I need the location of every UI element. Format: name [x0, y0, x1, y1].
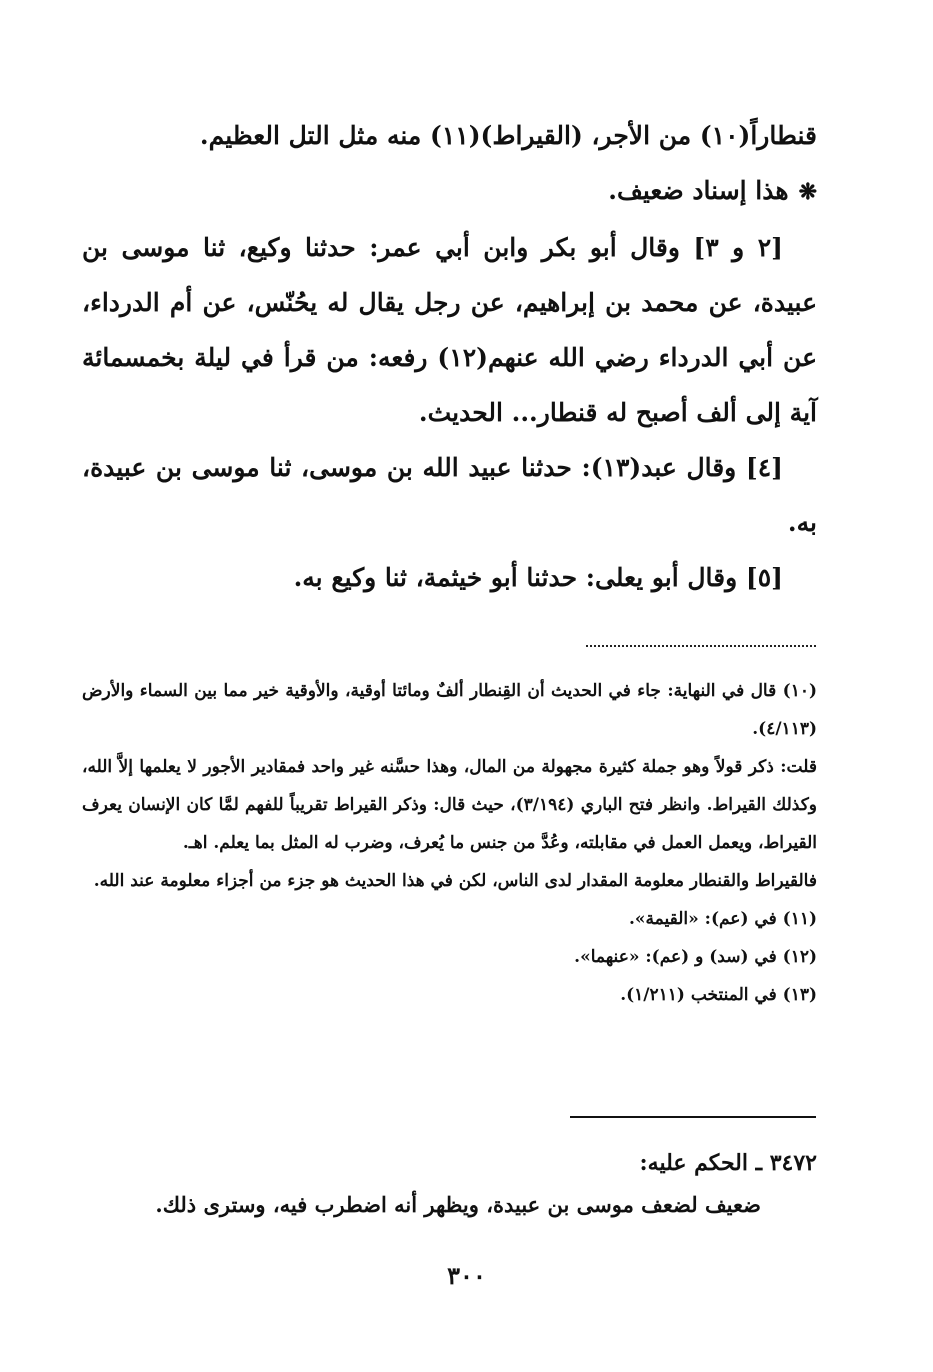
- footnote-11: (١١) في (عم): «القيمة».: [629, 909, 817, 929]
- verdict-text: ضعيف لضعف موسى بن عبيدة، ويظهر أنه اضطرب فيه، وسترى ذلك.: [155, 1192, 761, 1217]
- hadith-paragraph-4: [٤] وقال عبد(١٣): حدثنا عبيد الله بن موسى، ثنا موسى بن عبيدة، به.: [82, 453, 817, 537]
- section-rule: [570, 1116, 816, 1118]
- grading-line: [82, 163, 817, 220]
- hadith-paragraph-5: [٥] وقال أبو يعلى: حدثنا أبو خيثمة، ثنا وكيع به.: [293, 563, 783, 592]
- footnote-separator: [586, 645, 816, 647]
- asterisk-icon: ❋: [798, 179, 817, 205]
- weak-chain-text: هذا إسناد ضعيف.: [608, 176, 789, 205]
- verdict-heading: ٣٤٧٢ ـ الحكم عليه:: [639, 1150, 817, 1176]
- footnote-10: (١٠) قال في النهاية: جاء في الحديث أن القِنطار ألفٌ ومائتا أوقية، والأوقية خير مما بين السماء والأرض (٤/١١٣).: [82, 681, 817, 739]
- footnotes: [82, 672, 817, 1014]
- hadith-paragraph-2-3: [٢ و ٣] وقال أبو بكر وابن أبي عمر: حدثنا وكيع، ثنا موسى بن عبيدة، عن محمد بن إبراهيم، عن رجل يقال له يحُنّس، عن أم الدرداء، عن أبي الدرداء رضي الله عنهم(١٢) رفعه: من قرأ في ليلة بخمسمائة آية إلى ألف أصبح له قنطار... الحديث.: [82, 233, 817, 427]
- footnote-10-conclusion: فالقيراط والقنطار معلومة المقدار لدى الناس، لكن في هذا الحديث هو جزء من أجزاء معلومة عند الله.: [93, 871, 817, 891]
- continuation-line: قنطاراً(١٠) من الأجر، (القيراط)(١١) منه مثل التل العظيم.: [199, 121, 817, 150]
- footnote-13: (١٣) في المنتخب (١/٢١١).: [620, 985, 817, 1005]
- footnote-10-comment: قلت: ذكر قولاً وهو جملة كثيرة مجهولة من المال، وهذا حسَّنه غير واحد فمقادير الأجور لا يعلمها إلاَّ الله، وكذلك القيراط. وانظر فتح الباري (٣/١٩٤)، حيث قال: وذكر القيراط تقريباً للفهم لمَّا كان الإنسان يعرف القيراط، ويعمل العمل في مقابلته، وعُدَّ من جنس ما يُعرف، وضرب له المثل بما يعلم. اهـ.: [82, 757, 817, 853]
- page-number: ٣٠٠: [447, 1261, 486, 1290]
- main-text: [82, 108, 817, 605]
- footnote-12: (١٢) في (سد) و (عم): «عنهما».: [574, 947, 817, 967]
